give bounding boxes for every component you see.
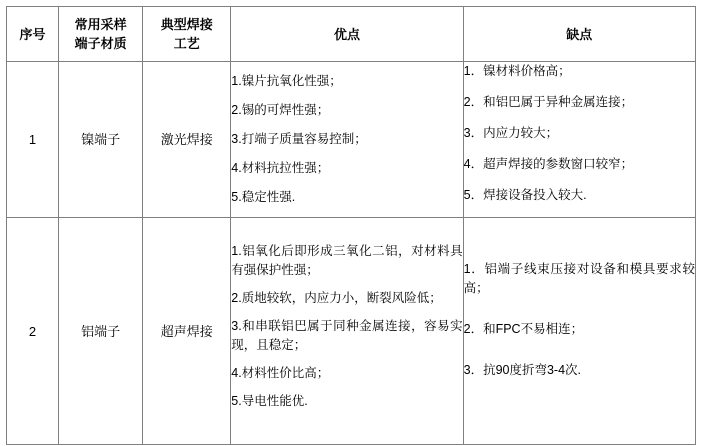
cell-process: 超声焊接 (143, 218, 231, 445)
header-cell-material (59, 7, 143, 62)
header-line: 优点 (333, 26, 360, 42)
pros-item: 3.打端子质量容易控制； (231, 132, 367, 146)
cell-pros (231, 62, 463, 218)
table-header-row (7, 7, 696, 62)
cons-item: 3．抗90度折弯3-4次. (463, 363, 582, 377)
header-cell-cons (463, 7, 695, 62)
pros-item: 5.稳定性强. (231, 190, 296, 204)
pros-item: 4.材料性价比高； (231, 366, 330, 380)
table-body (7, 62, 696, 445)
cons-item: 4．超声焊接的参数窗口较窄； (463, 157, 634, 171)
header-line: 常用采样 (74, 17, 127, 32)
table-row (7, 218, 696, 445)
pros-item: 3.和串联铝巴属于同种金属连接，容易实现，且稳定； (231, 319, 463, 352)
cell-pros (231, 218, 463, 445)
header-line: 典型焊接 (160, 17, 213, 32)
header-line: 工艺 (173, 36, 200, 51)
cons-item: 1．铝端子线束压接对设备和模具要求较高； (463, 262, 695, 295)
pros-item: 2.锡的可焊性强； (231, 103, 330, 117)
header-cell-seq (7, 7, 59, 62)
cell-seq: 2 (7, 218, 59, 445)
cons-item: 2．和FPC不易相连； (463, 322, 584, 336)
cell-cons (463, 62, 695, 218)
header-line: 端子材质 (74, 36, 127, 51)
cons-item: 3．内应力较大； (463, 126, 559, 140)
cons-item: 1．镍材料价格高； (463, 64, 571, 78)
cons-item: 5．焊接设备投入较大. (463, 188, 587, 202)
pros-item: 1.镍片抗氧化性强； (231, 74, 342, 88)
table-row (7, 62, 696, 218)
cell-seq: 1 (7, 62, 59, 218)
cons-item: 2．和铝巴属于异种金属连接； (463, 95, 634, 109)
cell-cons (463, 218, 695, 445)
header-line: 缺点 (566, 26, 593, 42)
cell-material: 铝端子 (59, 218, 143, 445)
table-header (7, 7, 696, 62)
header-line: 序号 (19, 26, 46, 42)
pros-item: 1.铝氧化后即形成三氧化二铝，对材料具有强保护性强； (231, 244, 463, 277)
welding-comparison-table (6, 6, 696, 445)
cell-process: 激光焊接 (143, 62, 231, 218)
header-cell-pros (231, 7, 463, 62)
pros-item: 4.材料抗拉性强； (231, 161, 330, 175)
pros-item: 5.导电性能优. (231, 394, 308, 408)
header-cell-process (143, 7, 231, 62)
pros-item: 2.质地较软，内应力小，断裂风险低； (231, 291, 442, 305)
cell-material: 镍端子 (59, 62, 143, 218)
